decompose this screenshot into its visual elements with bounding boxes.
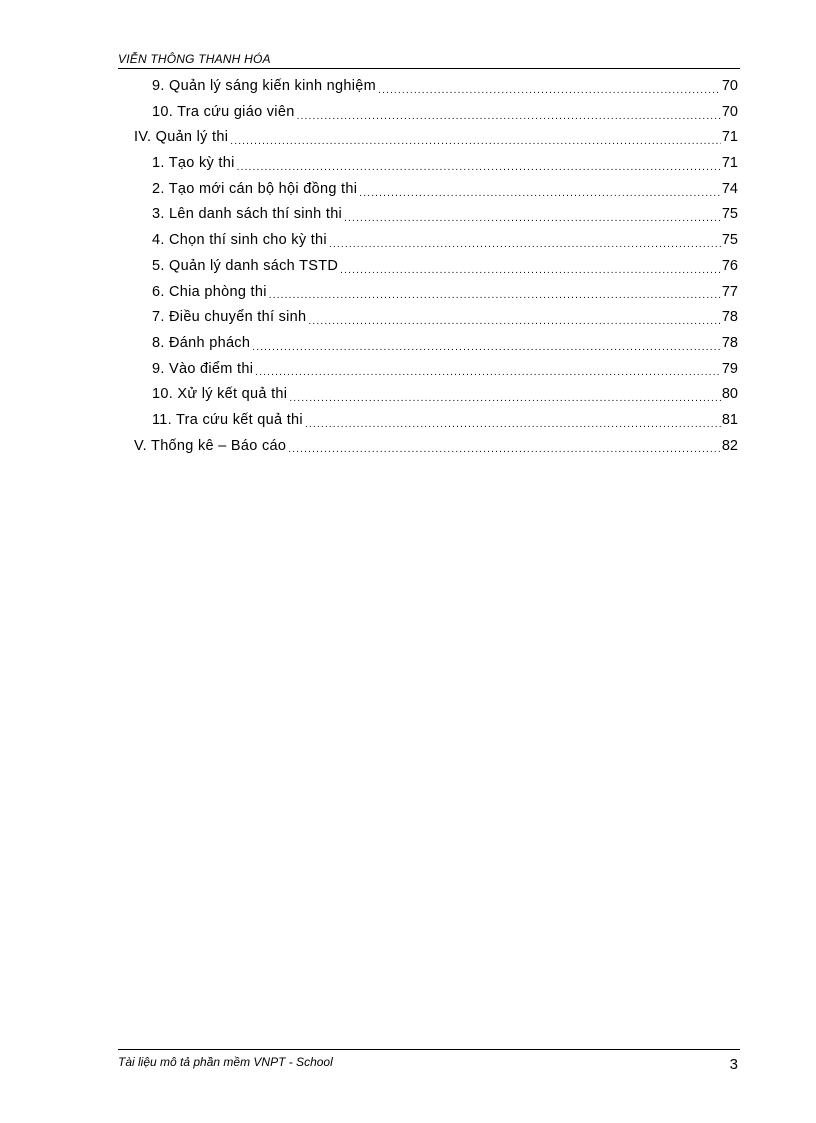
toc-leader-dots	[289, 392, 721, 406]
toc-leader-dots	[288, 443, 721, 457]
toc-entry[interactable]	[118, 100, 738, 126]
toc-entry-label: 10. Xử lý kết quả thi	[152, 386, 288, 403]
toc-entry-page: 81	[721, 411, 738, 428]
toc-entry[interactable]	[118, 254, 738, 280]
toc-entry-page: 79	[721, 360, 738, 377]
toc-entry[interactable]	[118, 305, 738, 331]
toc-leader-dots	[269, 289, 721, 303]
toc-entry[interactable]	[118, 331, 738, 357]
toc-leader-dots	[255, 366, 721, 380]
toc-entry[interactable]	[118, 177, 738, 203]
toc-leader-dots	[308, 315, 720, 329]
toc-leader-dots	[230, 135, 721, 149]
toc-entry-label: V. Thống kê – Báo cáo	[134, 437, 287, 454]
toc-entry-page: 76	[721, 257, 738, 274]
toc-section[interactable]	[118, 434, 738, 460]
page-number: 3	[729, 1056, 738, 1073]
toc-entry-page: 74	[721, 180, 738, 197]
toc-entry[interactable]	[118, 151, 738, 177]
toc-entry-label: 4. Chọn thí sinh cho kỳ thi	[152, 232, 327, 249]
toc-entry-page: 70	[721, 103, 738, 120]
toc-entry-label: 10. Tra cứu giáo viên	[152, 103, 295, 120]
toc-entry-page: 70	[721, 78, 738, 94]
toc-entry-page: 80	[721, 386, 738, 403]
toc-entry-page: 71	[721, 129, 738, 146]
toc-entry[interactable]	[118, 280, 738, 306]
toc-entry-label: 1. Tạo kỳ thi	[152, 155, 235, 172]
toc-leader-dots	[305, 418, 721, 432]
toc-leader-dots	[359, 187, 721, 201]
footer-document-title: Tài liệu mô tả phần mềm VNPT - School	[118, 1055, 333, 1069]
toc-entry[interactable]	[118, 202, 738, 228]
table-of-contents	[118, 74, 738, 459]
toc-entry-label: 9. Quản lý sáng kiến kinh nghiệm	[152, 78, 377, 94]
toc-entry-label: 2. Tạo mới cán bộ hội đồng thi	[152, 180, 358, 197]
toc-entry[interactable]	[118, 74, 738, 100]
page-header	[118, 50, 740, 69]
toc-entry-label: 11. Tra cứu kết quả thi	[152, 411, 303, 428]
toc-entry[interactable]	[118, 408, 738, 434]
toc-leader-dots	[329, 238, 721, 252]
toc-entry-label: 7. Điều chuyển thí sinh	[152, 309, 307, 326]
toc-leader-dots	[252, 341, 721, 355]
toc-entry-label: 9. Vào điểm thi	[152, 360, 254, 377]
toc-leader-dots	[237, 161, 721, 175]
page-footer	[118, 1049, 740, 1076]
toc-entry-label: 5. Quản lý danh sách TSTD	[152, 257, 339, 274]
toc-entry-label: 6. Chia phòng thi	[152, 283, 267, 300]
toc-entry-page: 77	[721, 283, 738, 300]
toc-entry-page: 71	[721, 155, 738, 172]
toc-leader-dots	[378, 84, 721, 98]
toc-leader-dots	[340, 264, 721, 278]
toc-entry[interactable]	[118, 382, 738, 408]
toc-entry-page: 75	[721, 232, 738, 249]
toc-entry-label: 3. Lên danh sách thí sinh thi	[152, 206, 343, 223]
toc-entry-label: IV. Quản lý thi	[134, 129, 229, 146]
toc-entry[interactable]	[118, 357, 738, 383]
toc-leader-dots	[297, 110, 721, 124]
toc-entry-label: 8. Đánh phách	[152, 334, 251, 351]
toc-entry-page: 82	[721, 437, 738, 454]
toc-entry-page: 78	[721, 309, 738, 326]
toc-entry[interactable]	[118, 228, 738, 254]
header-title: VIỄN THÔNG THANH HÓA	[118, 52, 271, 66]
toc-section[interactable]	[118, 125, 738, 151]
toc-entry-page: 75	[721, 206, 738, 223]
toc-entry-page: 78	[721, 334, 738, 351]
toc-leader-dots	[344, 212, 721, 226]
